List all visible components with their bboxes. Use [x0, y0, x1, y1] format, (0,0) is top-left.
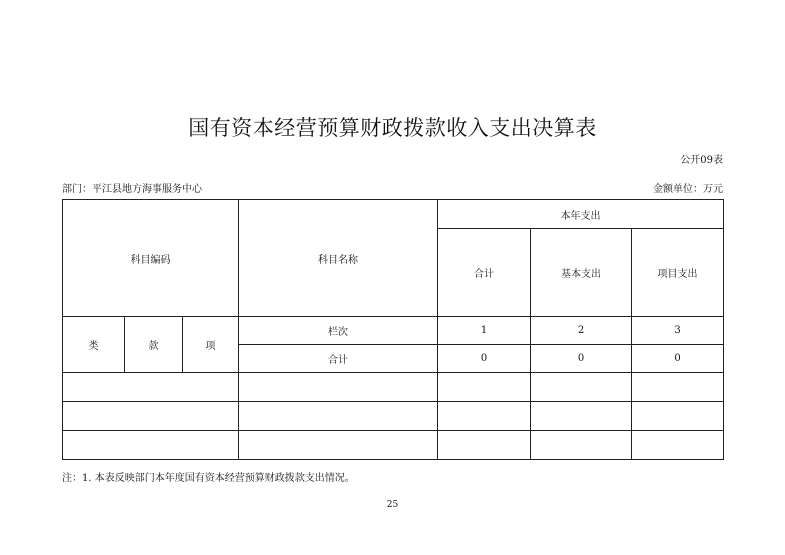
header-class: 类 [63, 317, 125, 373]
empty-cell [531, 373, 632, 402]
column-index-total: 1 [438, 317, 531, 345]
table-id: 公开09表 [680, 155, 723, 166]
empty-cell [438, 402, 531, 431]
empty-cell [632, 431, 724, 460]
department-label: 部门：平江县地方海事服务中心 [62, 184, 202, 195]
column-index-label: 栏次 [239, 317, 438, 345]
empty-cell [531, 402, 632, 431]
page-number: 25 [386, 500, 399, 510]
table-row [63, 402, 724, 431]
sum-project: 0 [632, 345, 724, 373]
column-index-project: 3 [632, 317, 724, 345]
empty-cell [438, 373, 531, 402]
empty-cell [239, 373, 438, 402]
empty-cell [632, 373, 724, 402]
table-row [63, 431, 724, 460]
header-name: 科目名称 [239, 200, 438, 317]
sum-basic: 0 [531, 345, 632, 373]
empty-cell [63, 373, 239, 402]
empty-cell [63, 431, 239, 460]
header-section: 款 [125, 317, 183, 373]
empty-cell [239, 431, 438, 460]
sum-label: 合计 [239, 345, 438, 373]
column-index-basic: 2 [531, 317, 632, 345]
header-total: 合计 [438, 229, 531, 317]
page-title: 国有资本经营预算财政拨款收入支出决算表 [188, 116, 597, 140]
sum-total: 0 [438, 345, 531, 373]
table-row [63, 373, 724, 402]
unit-label: 金额单位：万元 [653, 184, 723, 195]
footnote: 注：1. 本表反映部门本年度国有资本经营预算财政拨款支出情况。 [62, 473, 355, 484]
header-item: 项 [183, 317, 239, 373]
header-basic: 基本支出 [531, 229, 632, 317]
header-code: 科目编码 [63, 200, 239, 317]
empty-cell [531, 431, 632, 460]
empty-cell [239, 402, 438, 431]
header-project: 项目支出 [632, 229, 724, 317]
budget-table [62, 199, 724, 460]
header-expense: 本年支出 [438, 200, 724, 229]
empty-cell [632, 402, 724, 431]
empty-cell [63, 402, 239, 431]
empty-cell [438, 431, 531, 460]
